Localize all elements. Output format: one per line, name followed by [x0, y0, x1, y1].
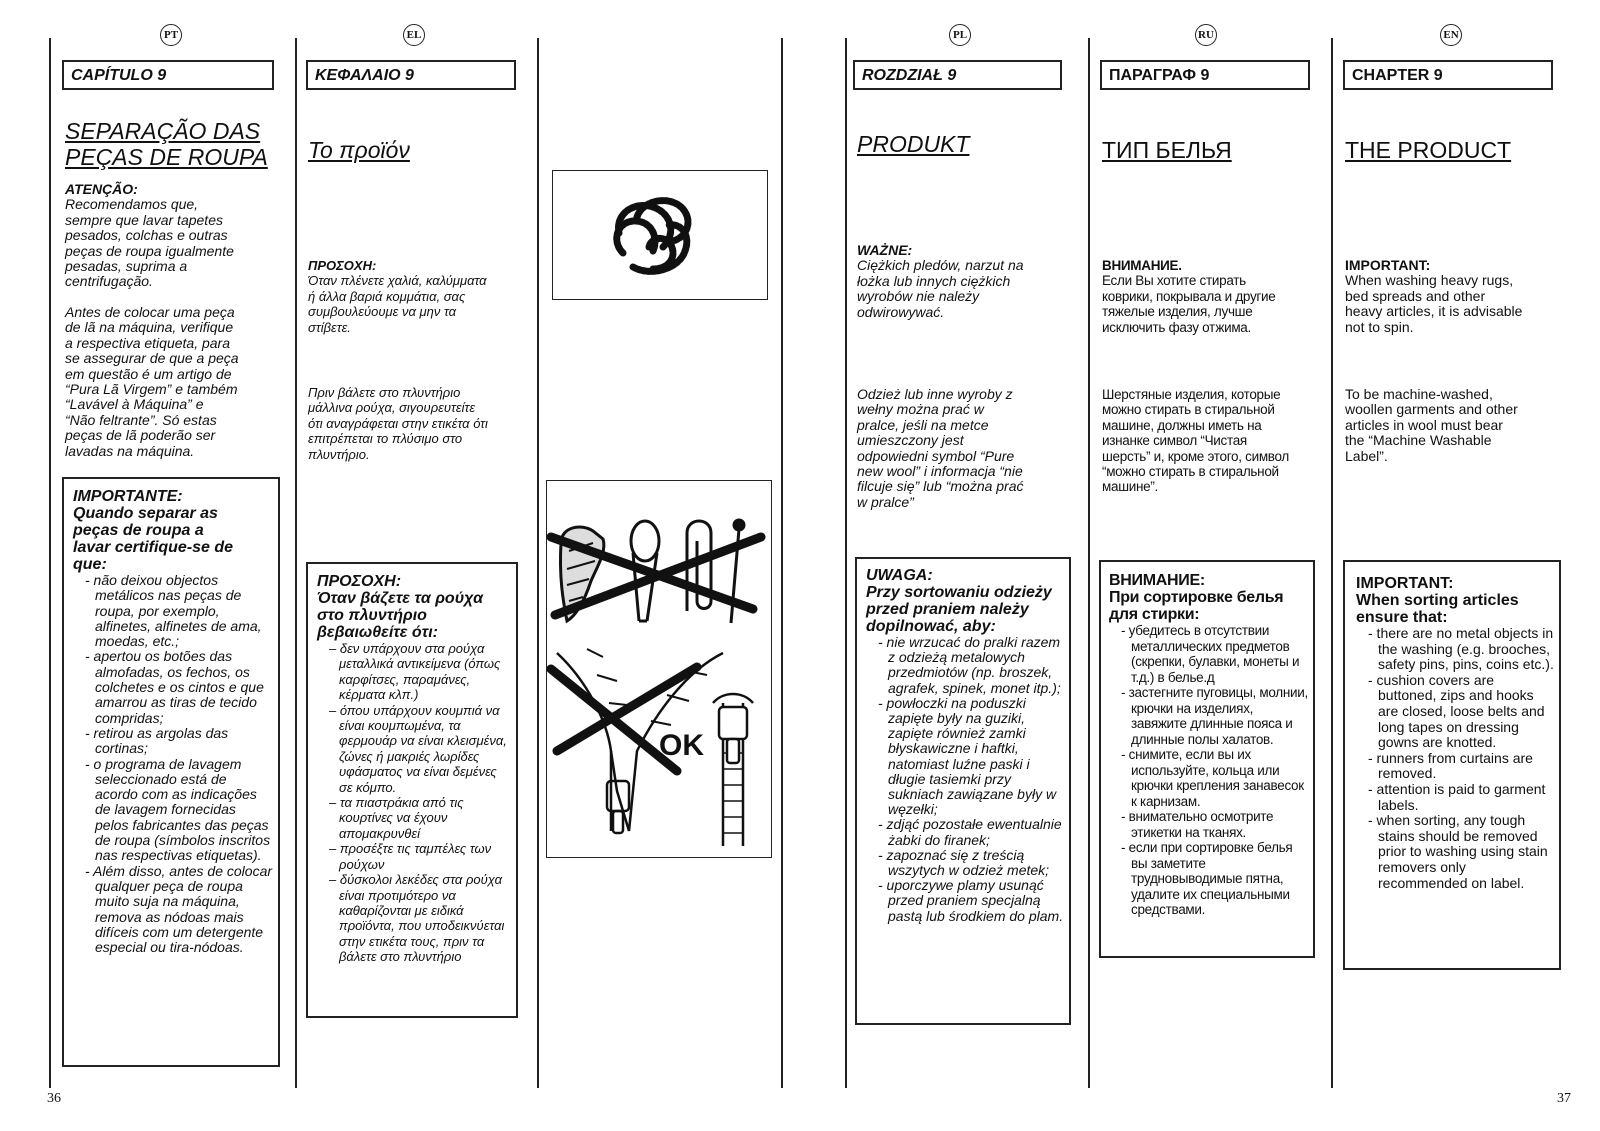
- metal-objects-crossed-icon: [547, 481, 770, 856]
- paragraph-line: “Pura Lã Virgem” e também: [65, 381, 238, 398]
- column-rule: [295, 38, 297, 1088]
- list-item: - застегните пуговицы, молнии, крючки на изделиях, завяжите длинные пояса и длинные полы халатов.: [1121, 685, 1308, 747]
- box-head-line: peças de roupa a: [73, 522, 204, 539]
- title-line: SEPARAÇÃO DAS: [65, 118, 261, 144]
- warning-head: ВНИМАНИЕ.: [1102, 258, 1182, 273]
- lang-badge-el: EL: [403, 24, 425, 46]
- warning-line: коврики, покрывала и другие: [1102, 288, 1276, 304]
- warning-line: pesados, colchas e outras: [65, 227, 228, 244]
- warning-line: heavy articles, it is advisable: [1345, 303, 1523, 320]
- warning-line: Если Вы хотите стирать: [1102, 273, 1246, 289]
- page-number-right: 37: [1557, 1091, 1571, 1106]
- column-rule: [537, 38, 539, 1088]
- warning-line: Όταν πλένετε χαλιά, καλύμματα: [308, 273, 487, 289]
- chapter-heading-pl: ROZDZIAŁ 9: [853, 60, 1062, 90]
- paragraph-line: woollen garments and other: [1345, 401, 1518, 418]
- box-head-line: βεβαιωθείτε ότι:: [317, 624, 438, 641]
- warning-head: ΠΡΟΣΟΧΗ:: [308, 258, 377, 273]
- box-head-line: στο πλυντήριο: [317, 607, 427, 624]
- paragraph-line: a respectiva etiqueta, para: [65, 334, 230, 351]
- warning-line: ή άλλα βαριά κομμάτια, σας: [308, 288, 466, 304]
- ok-label: OK: [659, 729, 704, 762]
- paragraph-line: new wool” i informacja “nie: [857, 463, 1023, 480]
- paragraph-line: articles in wool must bear: [1345, 416, 1503, 433]
- warning-line: odwirowywać.: [857, 303, 945, 320]
- box-head-line: IMPORTANT:: [1356, 575, 1454, 592]
- section-title-pt: [65, 118, 268, 170]
- warning-line: not to spin.: [1345, 318, 1414, 335]
- warning-head: ATENÇÃO:: [65, 181, 138, 197]
- checklist-pt: [73, 573, 272, 955]
- paragraph-el: [308, 385, 488, 462]
- warning-line: pesadas, suprima a: [65, 258, 188, 275]
- warning-line: Recomendamos que,: [65, 196, 199, 213]
- column-rule: [49, 38, 51, 1088]
- paragraph-line: можно стирать в стиральной: [1102, 402, 1275, 418]
- box-head-line: Όταν βάζετε τα ρούχα: [317, 590, 484, 607]
- list-item: – προσέξτε τις ταμπέλες των ρούχων: [329, 841, 492, 872]
- list-item: – δύσκολοι λεκέδες στα ρούχα είναι προτιμότερο να καθαρίζονται με ειδικά προϊόντα, που υποδεικνύεται στην ετικέτα τους, πριν τα βάλετε στο πλυντήριο: [329, 872, 505, 965]
- paragraph-en: [1345, 387, 1518, 464]
- page-number-left: 36: [47, 1091, 61, 1106]
- list-item: - Além disso, antes de colocar qualquer peça de roupa muito suja na máquina, remova as nódoas mais difíceis com um detergente especial ou tira-nódoas.: [85, 862, 273, 956]
- list-item: - cushion covers are buttoned, zips and hooks are closed, loose belts and long tapes on dressing gowns are knotted.: [1368, 671, 1545, 751]
- paragraph-line: de lã na máquina, verifique: [65, 319, 234, 336]
- section-title-pl: PRODUKT: [857, 131, 970, 157]
- paragraph-line: Label”.: [1345, 447, 1388, 464]
- paragraph-line: μάλλινα ρούχα, σιγουρευτείτε: [308, 400, 476, 416]
- lang-badge-en: EN: [1440, 24, 1462, 46]
- box-head-line: przed praniem należy: [866, 601, 1029, 618]
- section-title-ru: ТИП БЕЛЬЯ: [1102, 137, 1232, 163]
- paragraph-line: машине, должны иметь на: [1102, 417, 1262, 433]
- box-head-line: При сортировке белья: [1109, 589, 1284, 606]
- lang-badge-pt: PT: [160, 24, 182, 46]
- box-head-line: Przy sortowaniu odzieży: [866, 584, 1052, 601]
- warning-line: συμβουλεύουμε να μην τα: [308, 304, 457, 320]
- warning-head: WAŻNE:: [857, 242, 913, 258]
- column-rule: [781, 38, 783, 1088]
- list-item: - retirou as argolas das cortinas;: [85, 724, 229, 757]
- wool-symbol-panel: [552, 170, 768, 300]
- important-box-el: [306, 562, 518, 1018]
- paragraph-line: Antes de colocar uma peça: [65, 304, 235, 320]
- box-head-line: IMPORTANTE:: [73, 488, 183, 505]
- paragraph-line: umieszczony jest: [857, 432, 964, 449]
- lang-badge-ru: RU: [1195, 24, 1217, 46]
- column-rule: [1088, 38, 1090, 1088]
- chapter-heading-el: ΚΕΦΑΛΑΙΟ 9: [306, 60, 516, 90]
- column-rule: [845, 38, 847, 1088]
- paragraph-line: “Não feltrante”. Só estas: [65, 411, 217, 428]
- warning-line: peças de roupa igualmente: [65, 242, 234, 259]
- section-title-en: THE PRODUCT: [1345, 137, 1512, 163]
- paragraph-line: em questão é um artigo de: [65, 365, 232, 382]
- checklist-el: [317, 641, 512, 965]
- list-item: - apertou os botões das almofadas, os fechos, os colchetes e os cintos e que amarrou as tiras de tecido compridas;: [85, 648, 264, 726]
- checklist-en: [1356, 626, 1555, 891]
- checklist-pl: [866, 635, 1065, 924]
- paragraph-ru: [1102, 387, 1289, 495]
- box-head-line: lavar certifique-se de: [73, 539, 234, 556]
- box-head-line: Quando separar as: [73, 505, 218, 522]
- list-item: - если при сортировке белья вы заметите трудновыводимые пятна, удалите их специальными средствами.: [1121, 840, 1293, 917]
- title-line: PEÇAS DE ROUPA: [65, 144, 268, 170]
- lang-badge-pl: PL: [949, 24, 971, 46]
- warning-en: [1345, 258, 1522, 335]
- paragraph-line: Πριν βάλετε στο πλυντήριο: [308, 385, 461, 400]
- paragraph-pl: [857, 387, 1024, 510]
- warning-line: centrifugação.: [65, 273, 153, 290]
- list-item: - zapoznać się z treścią wszytych w odzież metek;: [878, 846, 1050, 879]
- chapter-heading-en: CHAPTER 9: [1343, 60, 1553, 90]
- warning-line: тяжелые изделия, лучше: [1102, 304, 1253, 320]
- paragraph-line: se assegurar de que a peça: [65, 350, 239, 367]
- paragraph-line: odpowiedni symbol “Pure: [857, 447, 1015, 464]
- list-item: - there are no metal objects in the washing (e.g. brooches, safety pins, pins, coins etc.).: [1368, 625, 1554, 673]
- paragraph-line: шерсть” и, кроме этого, символ: [1102, 448, 1290, 464]
- box-head-line: ВНИМАНИЕ:: [1109, 572, 1205, 589]
- paragraph-line: wełny można prać w: [857, 401, 984, 418]
- paragraph-pt: [65, 305, 239, 459]
- list-item: - uporczywe plamy usunąć przed praniem specjalną pastą lub środkiem do plam.: [878, 877, 1064, 924]
- paragraph-line: “Lavável à Máquina” e: [65, 396, 204, 413]
- paragraph-line: πλυντήριο.: [308, 446, 370, 462]
- list-item: - when sorting, any tough stains should be removed prior to washing using stain removers only recommended on label.: [1368, 812, 1548, 891]
- warning-line: στίβετε.: [308, 319, 351, 335]
- paragraph-line: pralce, jeśli na metce: [857, 416, 989, 433]
- wool-mark-icon: [553, 171, 769, 298]
- paragraph-line: изнанке символ “Чистая: [1102, 433, 1247, 449]
- paragraph-line: Odzież lub inne wyroby z: [857, 386, 1013, 402]
- box-head-line: que:: [73, 556, 107, 573]
- list-item: - o programa de lavagem seleccionado está de acordo com as indicações de lavagem fornecidas pelos fabricantes das peças de roupa (símbolos inscritos nas respectivas etiquetas).: [85, 755, 271, 864]
- box-head-line: для стирки:: [1109, 606, 1200, 623]
- chapter-heading-pt: CAPÍTULO 9: [62, 60, 274, 90]
- warning-line: bed spreads and other: [1345, 287, 1486, 304]
- list-item: - runners from curtains are removed.: [1368, 749, 1533, 782]
- list-item: - zdjąć pozostałe ewentualnie żabki do firanek;: [878, 816, 1062, 848]
- paragraph-line: Шерстяные изделия, которые: [1102, 387, 1281, 402]
- list-item: - убедитесь в отсутствии металлических предметов (скрепки, булавки, монеты и т.д.) в белье.д: [1121, 623, 1300, 685]
- warning-ru: [1102, 258, 1276, 335]
- paragraph-line: peças de lã poderão ser: [65, 427, 216, 444]
- checklist-ru: [1109, 623, 1309, 918]
- paragraph-line: To be machine-washed,: [1345, 386, 1493, 402]
- list-item: - não deixou objectos metálicos nas peças de roupa, por exemplo, alfinetes, alfinetes de ama, moedas, etc.;: [85, 572, 262, 650]
- box-head-line: ensure that:: [1356, 609, 1448, 626]
- warning-pt: [65, 182, 234, 290]
- list-item: - nie wrzucać do pralki razem z odzieżą metalowych przedmiotów (np. broszek, agrafek, spinek, monet itp.);: [878, 634, 1061, 696]
- box-head-line: When sorting articles: [1356, 592, 1519, 609]
- paragraph-line: the “Machine Washable: [1345, 432, 1492, 449]
- paragraph-line: ότι αναγράφεται στην ετικέτα ότι: [308, 415, 488, 431]
- warning-line: sempre que lavar tapetes: [65, 211, 223, 228]
- warning-line: When washing heavy rugs,: [1345, 272, 1514, 289]
- box-head-line: dopilnować, aby:: [866, 618, 996, 635]
- list-item: - снимите, если вы их используйте, кольца или крючки крепления занавесок к карнизам.: [1121, 747, 1304, 809]
- column-rule: [1331, 38, 1333, 1088]
- list-item: - attention is paid to garment labels.: [1368, 780, 1546, 813]
- paragraph-line: “можно стирать в стиральной: [1102, 464, 1279, 480]
- important-box-pt: [62, 477, 280, 1067]
- list-item: – τα πιαστράκια από τις κουρτίνες να έχουν απομακρυνθεί: [329, 795, 464, 841]
- warning-el: [308, 258, 487, 335]
- list-item: - внимательно осмотрите этикетки на тканях.: [1121, 809, 1274, 840]
- list-item: - powłoczki na poduszki zapięte były na guziki, zapięte również zamki błyskawiczne i haftki, natomiast luźne paski i długie tasiemki przy sukniach zawiązane były w węzełki;: [878, 694, 1057, 818]
- warning-head: IMPORTANT:: [1345, 257, 1431, 273]
- important-box-en: [1343, 560, 1561, 970]
- list-item: – δεν υπάρχουν στα ρούχα μεταλλικά αντικείμενα (όπως καρφίτσες, παραμάνες, κέρματα κλπ.): [329, 641, 501, 703]
- section-title-el: Το προϊόν: [308, 137, 410, 163]
- paragraph-line: машине”.: [1102, 479, 1158, 495]
- warning-line: łożka lub innych ciężkich: [857, 272, 1011, 289]
- warning-line: wyrobów nie należy: [857, 288, 980, 305]
- paragraph-line: w pralce”: [857, 493, 914, 510]
- paragraph-line: lavadas na máquina.: [65, 442, 195, 459]
- warning-line: Ciężkich pledów, narzut na: [857, 257, 1024, 274]
- warning-line: исключить фазу отжима.: [1102, 319, 1251, 335]
- important-box-ru: [1099, 560, 1315, 958]
- important-box-pl: [855, 557, 1071, 1025]
- paragraph-line: επιτρέπεται το πλύσιμο στο: [308, 431, 463, 447]
- box-head-line: UWAGA:: [866, 567, 933, 584]
- warning-pl: [857, 243, 1024, 320]
- list-item: – όπου υπάρχουν κουμπιά να είναι κουμπωμένα, τα φερμουάρ να είναι κλεισμένα, ζώνες ή μακριές λωρίδες υφάσματος να είναι δεμένες σε κόμπο.: [329, 702, 507, 795]
- chapter-heading-ru: ПАРАГРАФ 9: [1100, 60, 1310, 90]
- sorting-illustration-panel: [546, 480, 772, 858]
- paragraph-line: filcuje się” lub “można prać: [857, 478, 1024, 495]
- box-head-line: ΠΡΟΣΟΧΗ:: [317, 573, 402, 590]
